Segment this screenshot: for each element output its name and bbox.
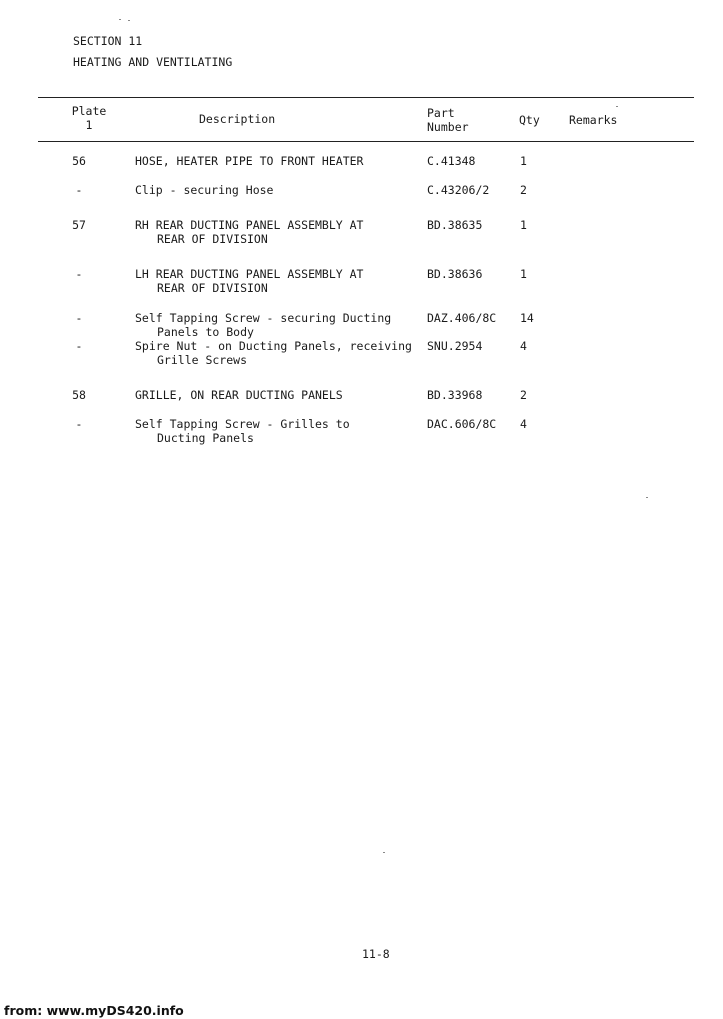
row-description-line1: GRILLE, ON REAR DUCTING PANELS <box>135 388 343 402</box>
row-qty: 4 <box>520 417 527 431</box>
table-row <box>0 339 723 369</box>
table-row <box>0 183 723 213</box>
source-watermark: from: www.myDS420.info <box>4 1003 184 1018</box>
row-plate: - <box>75 267 83 281</box>
row-description-line1: Clip - securing Hose <box>135 183 274 197</box>
row-description <box>135 417 425 445</box>
scan-speck <box>383 852 385 853</box>
header-part-label: Part <box>427 106 455 120</box>
row-description <box>135 311 425 339</box>
table-row <box>0 388 723 418</box>
row-description-line1: Spire Nut - on Ducting Panels, receiving <box>135 339 412 353</box>
row-description-line2: Panels to Body <box>157 325 254 339</box>
scan-speck <box>616 106 618 107</box>
row-description-line1: HOSE, HEATER PIPE TO FRONT HEATER <box>135 154 364 168</box>
row-plate: - <box>75 417 83 431</box>
row-part-number: C.43206/2 <box>427 183 490 197</box>
row-description <box>135 339 435 367</box>
row-description-line2: Grille Screws <box>157 353 248 367</box>
row-description <box>135 218 425 246</box>
header-qty: Qty <box>519 113 540 127</box>
row-description-line2: Ducting Panels <box>157 431 254 445</box>
page-number: 11-8 <box>362 947 390 961</box>
row-qty: 1 <box>520 218 527 232</box>
row-plate: - <box>75 311 83 325</box>
row-description-line2: REAR OF DIVISION <box>157 232 268 246</box>
row-part-number: BD.38636 <box>427 267 483 281</box>
header-plate-number: 1 <box>85 118 93 132</box>
row-plate: - <box>75 339 83 353</box>
row-plate: - <box>75 183 83 197</box>
row-description <box>135 388 425 402</box>
header-remarks: Remarks <box>569 113 618 127</box>
header-plate <box>66 104 112 132</box>
row-plate: 58 <box>72 388 86 402</box>
row-description <box>135 183 425 197</box>
row-plate: 56 <box>72 154 86 168</box>
row-description-line1: LH REAR DUCTING PANEL ASSEMBLY AT <box>135 267 364 281</box>
table-row <box>0 154 723 184</box>
row-part-number: DAZ.406/8C <box>427 311 497 325</box>
row-part-number: SNU.2954 <box>427 339 483 353</box>
scan-speck <box>119 19 121 20</box>
row-qty: 14 <box>520 311 534 325</box>
row-qty: 1 <box>520 267 527 281</box>
row-part-number: C.41348 <box>427 154 476 168</box>
header-plate-label: Plate <box>71 104 107 118</box>
row-part-number: BD.33968 <box>427 388 483 402</box>
row-description <box>135 154 425 168</box>
row-qty: 1 <box>520 154 527 168</box>
table-row <box>0 311 723 341</box>
scan-speck <box>128 20 130 21</box>
scan-speck <box>646 497 648 498</box>
section-subtitle: HEATING AND VENTILATING <box>73 55 233 69</box>
section-title: SECTION 11 <box>73 34 143 48</box>
row-plate: 57 <box>72 218 86 232</box>
row-part-number: DAC.606/8C <box>427 417 497 431</box>
row-description-line1: Self Tapping Screw - Grilles to <box>135 417 350 431</box>
row-qty: 4 <box>520 339 527 353</box>
row-description-line2: REAR OF DIVISION <box>157 281 268 295</box>
table-row <box>0 417 723 447</box>
row-description <box>135 267 425 295</box>
table-top-rule <box>38 97 694 98</box>
table-row <box>0 267 723 297</box>
table-header-rule <box>38 141 694 142</box>
row-description-line1: Self Tapping Screw - securing Ducting <box>135 311 392 325</box>
header-number-label: Number <box>427 120 469 134</box>
row-part-number: BD.38635 <box>427 218 483 232</box>
header-part-number <box>427 106 469 134</box>
table-row <box>0 218 723 248</box>
row-qty: 2 <box>520 183 527 197</box>
header-description: Description <box>199 112 276 126</box>
row-description-line1: RH REAR DUCTING PANEL ASSEMBLY AT <box>135 218 364 232</box>
row-qty: 2 <box>520 388 527 402</box>
